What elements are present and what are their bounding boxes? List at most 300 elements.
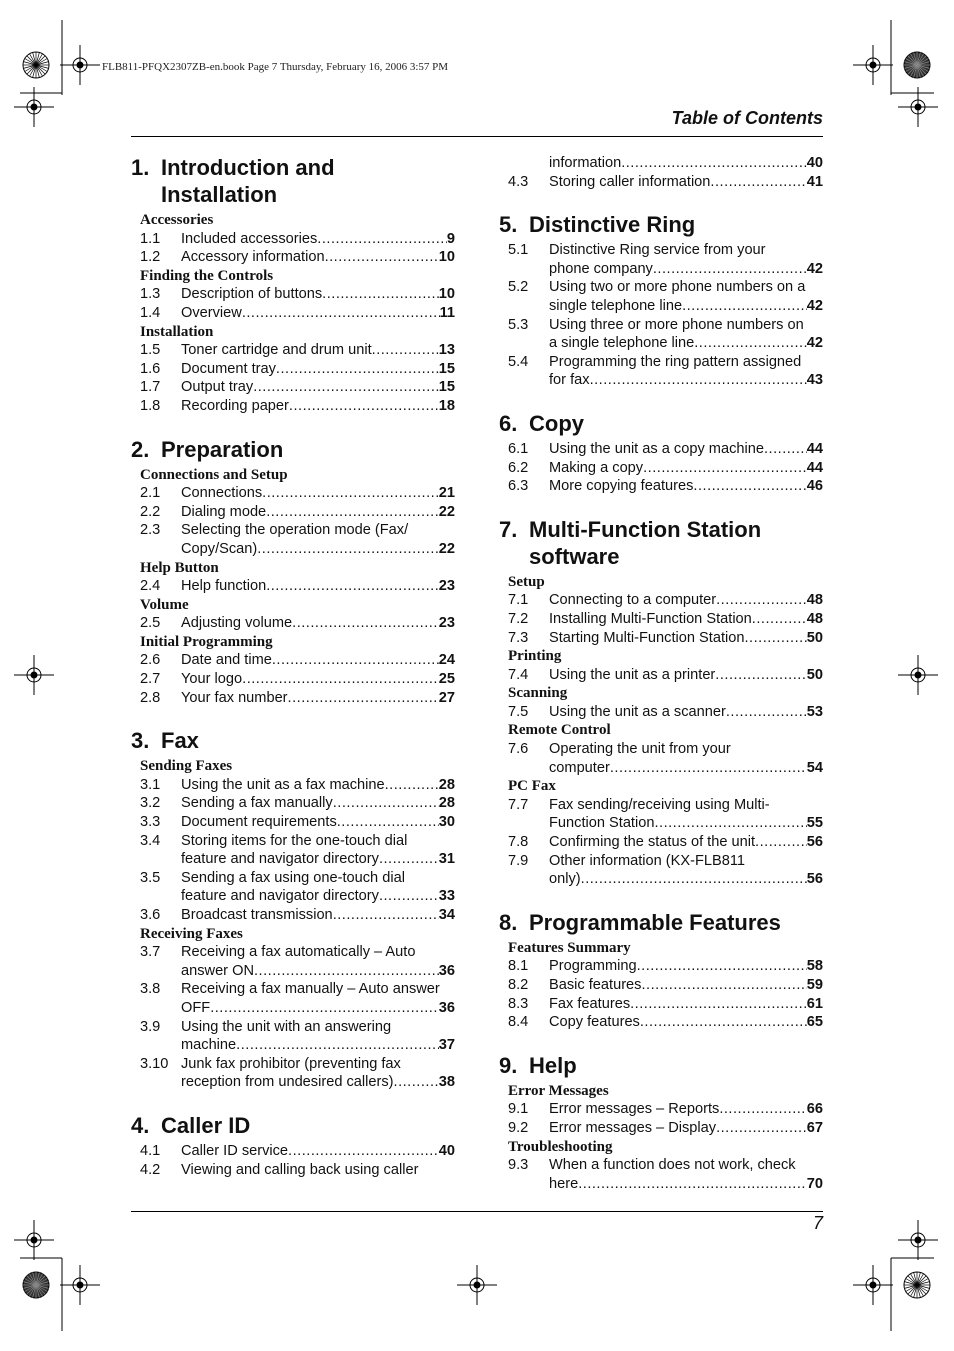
entry-text (181, 776, 455, 795)
entry-page-number[interactable]: 55 (806, 815, 823, 832)
entry-page-number[interactable]: 38 (438, 1074, 455, 1091)
dot-leader (210, 999, 439, 1018)
entry-text (181, 670, 455, 689)
entry-last-line (181, 794, 455, 813)
toc-entry[interactable] (131, 943, 455, 980)
entry-text (181, 832, 455, 869)
entry-line: Sending a fax using one-touch dial (181, 869, 405, 886)
entry-text (549, 477, 823, 496)
toc-entry[interactable] (499, 852, 823, 889)
entry-page-number[interactable]: 58 (806, 958, 823, 975)
entry-page-number[interactable]: 40 (806, 155, 823, 171)
entry-number: 7.9 (508, 852, 529, 869)
entry-number: 2.6 (140, 652, 161, 669)
dot-leader (333, 906, 439, 925)
toc-entry[interactable] (131, 248, 455, 267)
entry-page-number[interactable]: 11 (439, 304, 455, 321)
chapter-heading (131, 436, 455, 463)
entry-page-number[interactable]: 10 (438, 286, 455, 303)
entry-number: 1.5 (140, 342, 161, 359)
dot-leader (322, 285, 439, 304)
entry-page-number[interactable]: 50 (806, 629, 823, 646)
dot-leader (755, 833, 807, 852)
entry-line: Your logo (181, 671, 243, 688)
section-heading: Volume (140, 596, 189, 613)
entry-page-number[interactable]: 46 (806, 478, 823, 495)
entry-number: 6.2 (508, 459, 529, 476)
dot-leader (379, 850, 439, 869)
section-heading: Connections and Setup (140, 466, 288, 483)
footer-rule (131, 1211, 823, 1212)
dot-leader (715, 666, 806, 685)
section-heading: Troubleshooting (508, 1138, 613, 1155)
chapter-title (161, 436, 283, 463)
entry-line: Output tray (181, 379, 254, 396)
entry-line: computer (549, 759, 610, 776)
toc-entry[interactable] (131, 304, 455, 323)
entry-last-line (181, 577, 455, 596)
entry-number: 7.4 (508, 666, 529, 683)
entry-page-number[interactable]: 27 (438, 689, 455, 706)
chapter-title (529, 211, 695, 238)
entry-last-line (549, 629, 823, 648)
entry-number: 5.4 (508, 353, 529, 370)
chapter-title-line: software (529, 543, 620, 569)
entry-text (549, 629, 823, 648)
toc-entry[interactable] (131, 503, 455, 522)
entry-last-line (549, 459, 823, 478)
chapter-title-line: Copy (529, 410, 584, 436)
entry-last-line (181, 1073, 455, 1092)
entry-page-number[interactable]: 56 (806, 834, 823, 851)
section-heading: Remote Control (508, 722, 611, 739)
section-heading: Initial Programming (140, 633, 273, 650)
toc-entry[interactable] (131, 1161, 455, 1180)
entry-page-number[interactable]: 15 (438, 360, 455, 377)
entry-page-number[interactable]: 42 (806, 260, 823, 277)
entry-page-number[interactable]: 21 (438, 485, 455, 502)
dot-leader (236, 1036, 439, 1055)
entry-last-line (181, 360, 455, 379)
toc-entry[interactable] (131, 614, 455, 633)
entry-number: 5.2 (508, 279, 529, 296)
entry-page-number[interactable]: 67 (806, 1119, 823, 1136)
toc-entry[interactable] (499, 703, 823, 722)
toc-entry[interactable] (499, 833, 823, 852)
entry-page-number[interactable]: 22 (438, 503, 455, 520)
dot-leader (288, 1142, 439, 1161)
entry-number: 7.3 (508, 629, 529, 646)
entry-last-line (181, 651, 455, 670)
entry-text (549, 591, 823, 610)
entry-last-line (181, 776, 455, 795)
toc-entry[interactable] (499, 796, 823, 833)
chapter-number: 5. (499, 212, 518, 238)
entry-page-number[interactable]: 36 (438, 999, 455, 1016)
entry-last-line (549, 666, 823, 685)
entry-line: Description of buttons (181, 286, 323, 303)
entry-text (181, 1018, 455, 1055)
toc-entry[interactable] (131, 577, 455, 596)
entry-number: 7.6 (508, 741, 529, 758)
entry-page-number[interactable]: 59 (806, 977, 823, 993)
entry-page-number[interactable]: 70 (806, 1175, 823, 1192)
entry-text (549, 610, 823, 629)
page-number: 7 (812, 1213, 823, 1233)
entry-page-number[interactable]: 15 (438, 379, 455, 396)
entry-last-line (549, 1119, 823, 1138)
entry-text (181, 794, 455, 813)
entry-page-number[interactable]: 36 (438, 962, 455, 979)
entry-number: 8.2 (508, 977, 529, 993)
dot-leader (253, 378, 439, 397)
entry-page-number[interactable]: 9 (446, 230, 455, 247)
entry-line: Copy features (549, 1014, 640, 1031)
entry-page-number[interactable]: 65 (806, 1014, 823, 1031)
dot-leader (716, 1119, 807, 1138)
entry-last-line (549, 1013, 823, 1032)
dot-leader (630, 995, 807, 1014)
toc-entry[interactable] (131, 776, 455, 795)
entry-number: 7.1 (508, 592, 529, 609)
entry-number: 1.2 (140, 249, 161, 266)
toc-entry[interactable] (131, 230, 455, 249)
entry-line: Selecting the operation mode (Fax/ (181, 522, 409, 539)
toc-entry[interactable] (499, 353, 823, 390)
entry-last-line (549, 371, 823, 390)
entry-page-number[interactable]: 23 (438, 615, 455, 632)
entry-line: only) (549, 871, 581, 888)
entry-number: 1.8 (140, 397, 161, 414)
entry-page-number[interactable]: 42 (806, 297, 823, 314)
toc-entry[interactable] (499, 278, 823, 315)
toc-entry[interactable] (131, 360, 455, 379)
entry-line: Document tray (181, 360, 276, 377)
entry-page-number[interactable]: 42 (806, 335, 823, 352)
dot-leader (637, 957, 807, 976)
entry-last-line (549, 833, 823, 852)
page-header-title: Table of Contents (671, 108, 823, 128)
entry-text (181, 341, 455, 360)
toc-entry[interactable] (499, 154, 823, 173)
dot-leader (641, 976, 806, 995)
entry-number: 2.2 (140, 503, 161, 520)
entry-number: 8.4 (508, 1014, 529, 1031)
toc-entry[interactable] (131, 484, 455, 503)
entry-page-number[interactable]: 22 (438, 540, 455, 557)
entry-line: Programming (549, 958, 637, 975)
toc-entry[interactable] (499, 173, 823, 192)
entry-line: Using the unit as a copy machine (549, 440, 764, 457)
entry-line: Error messages – Reports (549, 1101, 720, 1118)
entry-last-line (181, 813, 455, 832)
dot-leader (610, 759, 807, 778)
section-heading: Sending Faxes (140, 758, 233, 775)
entry-number: 9.2 (508, 1119, 529, 1136)
entry-page-number[interactable]: 28 (438, 795, 455, 812)
toc-entry[interactable] (131, 794, 455, 813)
dot-leader (272, 651, 439, 670)
entry-page-number[interactable]: 66 (806, 1101, 823, 1118)
entry-line: Fax sending/receiving using Multi- (549, 796, 770, 813)
toc-entry[interactable] (131, 397, 455, 416)
dot-leader (276, 360, 439, 379)
toc-left-column (131, 154, 455, 1179)
entry-page-number[interactable]: 43 (806, 372, 823, 389)
entry-page-number[interactable]: 34 (438, 907, 455, 923)
toc-entry[interactable] (499, 241, 823, 278)
entry-page-number[interactable]: 23 (438, 578, 455, 595)
entry-last-line (181, 962, 455, 981)
dot-leader (590, 371, 807, 390)
dot-leader (654, 814, 806, 833)
entry-last-line (181, 1036, 455, 1055)
toc-entry[interactable] (131, 689, 455, 708)
entry-line: Included accessories (181, 230, 318, 247)
entry-text (549, 957, 823, 976)
toc-entry[interactable] (499, 1013, 823, 1032)
entry-line: Your fax number (181, 689, 288, 706)
toc-entry[interactable] (131, 906, 455, 925)
entry-page-number[interactable]: 31 (438, 851, 455, 868)
entry-last-line (181, 887, 455, 906)
entry-number: 3.9 (140, 1018, 161, 1035)
toc-entry[interactable] (131, 813, 455, 832)
entry-number: 7.8 (508, 834, 529, 851)
toc-entry[interactable] (131, 980, 455, 1017)
entry-line: Storing caller information (549, 173, 711, 190)
entry-page-number[interactable]: 10 (438, 249, 455, 266)
entry-page-number[interactable]: 53 (806, 703, 823, 720)
entry-page-number[interactable]: 37 (438, 1037, 455, 1054)
toc-entry[interactable] (499, 316, 823, 353)
dot-leader (262, 484, 439, 503)
toc-entry[interactable] (499, 957, 823, 976)
entry-text (181, 577, 455, 596)
chapter-number: 7. (499, 516, 518, 542)
entry-page-number[interactable]: 30 (438, 814, 455, 831)
entry-last-line (181, 341, 455, 360)
entry-number: 2.4 (140, 578, 161, 595)
entry-line: Using three or more phone numbers on (549, 316, 804, 333)
entry-text (549, 154, 823, 173)
toc-entry[interactable] (131, 670, 455, 689)
entry-line: Receiving a fax automatically – Auto (181, 944, 416, 961)
entry-last-line (549, 976, 823, 995)
entry-page-number[interactable]: 61 (806, 995, 823, 1012)
entry-last-line (549, 260, 823, 279)
chapter-title-line: Programmable Features (529, 909, 781, 935)
entry-line: More copying features (549, 478, 694, 495)
toc-entry[interactable] (131, 1055, 455, 1092)
toc-entry[interactable] (499, 1100, 823, 1119)
entry-page-number[interactable]: 56 (806, 871, 823, 888)
entry-page-number[interactable]: 41 (806, 173, 823, 190)
toc-entry[interactable] (131, 832, 455, 869)
dot-leader (693, 477, 806, 496)
toc-entry[interactable] (131, 651, 455, 670)
dot-leader (333, 794, 439, 813)
dot-leader (744, 629, 806, 648)
entry-last-line (549, 334, 823, 353)
dot-leader (716, 591, 807, 610)
entry-page-number[interactable]: 24 (438, 652, 455, 669)
entry-number: 4.2 (140, 1161, 161, 1178)
entry-text (549, 666, 823, 685)
chapter-title (529, 410, 584, 437)
dot-leader (317, 230, 447, 249)
entry-last-line (549, 591, 823, 610)
entry-text (181, 1161, 455, 1180)
toc-right-column (499, 154, 823, 1193)
toc-entry[interactable] (499, 995, 823, 1014)
toc-entry[interactable] (131, 341, 455, 360)
entry-number: 1.4 (140, 304, 161, 321)
entry-line: machine (181, 1037, 237, 1054)
entry-last-line (549, 957, 823, 976)
entry-number: 5.3 (508, 316, 529, 333)
entry-number: 2.7 (140, 671, 161, 688)
toc-entry[interactable] (499, 591, 823, 610)
chapter-number: 4. (131, 1112, 150, 1138)
entry-text (549, 1100, 823, 1119)
dot-leader (643, 459, 807, 478)
entry-line: Error messages – Display (549, 1119, 717, 1136)
toc-entry[interactable] (131, 521, 455, 558)
entry-line: Help function (181, 578, 267, 595)
toc-entry[interactable] (499, 629, 823, 648)
dot-leader (385, 776, 439, 795)
entry-line: Installing Multi-Function Station (549, 610, 752, 627)
entry-text (181, 248, 455, 267)
toc-entry[interactable] (131, 1018, 455, 1055)
entry-last-line (181, 999, 455, 1018)
entry-text (549, 459, 823, 478)
entry-text (181, 980, 455, 1017)
entry-line: Accessory information (181, 249, 325, 266)
toc-entry[interactable] (499, 477, 823, 496)
chapter-number: 2. (131, 436, 150, 462)
dot-leader (266, 503, 439, 522)
dot-leader (764, 440, 807, 459)
entry-page-number[interactable]: 44 (806, 440, 823, 457)
entry-number: 4.3 (508, 173, 529, 190)
entry-line: Using the unit as a scanner (549, 703, 726, 720)
entry-line: Making a copy (549, 459, 644, 476)
entry-page-number[interactable]: 18 (438, 397, 455, 414)
entry-last-line (549, 154, 823, 173)
entry-text (549, 316, 823, 353)
entry-page-number[interactable]: 28 (438, 776, 455, 793)
section-heading: PC Fax (508, 778, 556, 795)
entry-text (549, 852, 823, 889)
entry-page-number[interactable]: 48 (806, 592, 823, 609)
entry-last-line (181, 484, 455, 503)
dot-leader (682, 297, 807, 316)
entry-text (181, 521, 455, 558)
section-heading: Receiving Faxes (140, 925, 243, 942)
toc-entry[interactable] (499, 459, 823, 478)
entry-number: 1.7 (140, 379, 161, 396)
entry-page-number[interactable]: 50 (806, 666, 823, 683)
dot-leader (242, 304, 440, 323)
entry-last-line (181, 503, 455, 522)
entry-text (181, 943, 455, 980)
entry-line: OFF (181, 999, 211, 1016)
section-heading: Finding the Controls (140, 267, 274, 284)
entry-text (181, 360, 455, 379)
entry-page-number[interactable]: 33 (438, 888, 455, 905)
dot-leader (257, 540, 439, 559)
entry-line: reception from undesired callers) (181, 1074, 394, 1091)
toc-entry[interactable] (131, 1142, 455, 1161)
entry-page-number[interactable]: 25 (438, 671, 455, 688)
entry-line: When a function does not work, check (549, 1157, 796, 1174)
chapter-title-line: Caller ID (161, 1112, 251, 1138)
section-heading: Installation (140, 323, 214, 340)
entry-line: Viewing and calling back using caller (181, 1161, 419, 1178)
entry-last-line (181, 285, 455, 304)
entry-page-number[interactable]: 40 (438, 1142, 455, 1159)
entry-page-number[interactable]: 13 (438, 342, 455, 359)
entry-number: 1.1 (140, 230, 161, 247)
chapter-title-line: Multi-Function Station (529, 516, 762, 542)
entry-line: Dialing mode (181, 503, 267, 520)
toc-entry[interactable] (499, 740, 823, 777)
entry-text (549, 1119, 823, 1138)
entry-page-number[interactable]: 44 (806, 459, 823, 476)
entry-line: phone company (549, 260, 653, 277)
chapter-number: 8. (499, 909, 518, 935)
dot-leader (289, 397, 439, 416)
entry-last-line (181, 540, 455, 559)
entry-number: 3.6 (140, 907, 161, 923)
entry-number: 6.3 (508, 478, 529, 495)
entry-text (181, 869, 455, 906)
toc-entry[interactable] (499, 666, 823, 685)
entry-page-number[interactable]: 48 (806, 610, 823, 627)
entry-line: Confirming the status of the unit (549, 834, 756, 851)
toc-entry[interactable] (499, 610, 823, 629)
entry-page-number[interactable]: 54 (806, 759, 823, 776)
dot-leader (752, 610, 807, 629)
entry-line: Connecting to a computer (549, 592, 717, 609)
toc-entry[interactable] (499, 1119, 823, 1138)
section-heading: Help Button (140, 559, 219, 576)
chapter-title-line: Fax (161, 728, 199, 754)
entry-last-line (549, 440, 823, 459)
entry-line: Starting Multi-Function Station (549, 629, 745, 646)
toc-entry[interactable] (499, 440, 823, 459)
toc-entry[interactable] (499, 976, 823, 995)
entry-line: Other information (KX-FLB811 (549, 852, 746, 869)
chapter-heading (131, 727, 455, 754)
entry-line: Copy/Scan) (181, 540, 258, 557)
entry-number: 7.7 (508, 796, 529, 813)
entry-text (181, 285, 455, 304)
toc-entry[interactable] (131, 378, 455, 397)
entry-line: for fax (549, 372, 590, 389)
toc-entry[interactable] (499, 1156, 823, 1193)
chapter-title-line: Installation (161, 182, 278, 207)
entry-last-line (181, 397, 455, 416)
section-heading: Error Messages (508, 1082, 609, 1099)
toc-entry[interactable] (131, 869, 455, 906)
toc-entry[interactable] (131, 285, 455, 304)
entry-text (549, 833, 823, 852)
entry-last-line (549, 297, 823, 316)
entry-line: Sending a fax manually (181, 795, 333, 812)
